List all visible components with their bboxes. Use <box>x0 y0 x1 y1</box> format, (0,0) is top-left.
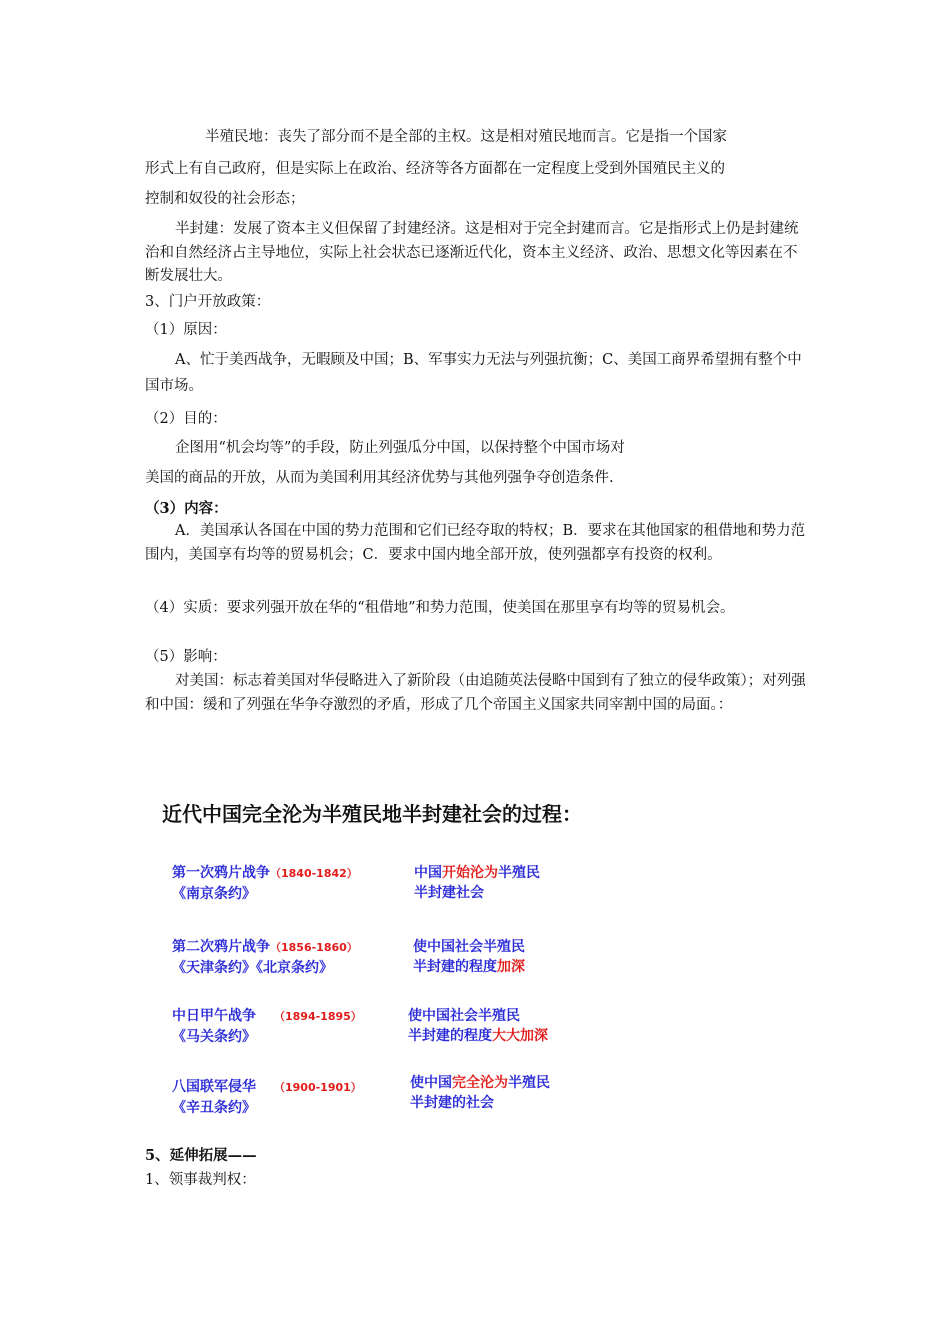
war-row-4 <box>172 1077 362 1118</box>
treaty: 《辛丑条约》 <box>172 1100 256 1116</box>
result-row-3 <box>408 1006 548 1046</box>
result-text: 使中国 <box>410 1075 452 1091</box>
result-highlight: 完全沦为 <box>452 1075 508 1091</box>
war-name: 第二次鸦片战争 <box>172 939 270 955</box>
war-row-1 <box>172 863 358 904</box>
result-text: 使中国社会半殖民 <box>413 939 525 955</box>
war-name: 第一次鸦片战争 <box>172 865 270 881</box>
war-name: 八国联军侵华 <box>172 1079 256 1095</box>
purpose-label: （2）目的： <box>145 411 227 427</box>
treaty: 《马关条约》 <box>172 1029 256 1045</box>
war-years: （1894-1895） <box>274 1010 362 1023</box>
impact-text: 对美国：标志着美国对华侵略进入了新阶段（由追随英法侵略中国到有了独立的侵华政策）；对列强和中国：缓和了列强在华争夺激烈的矛盾，形成了几个帝国主义国家共同宰割中国的局面。： <box>145 673 806 713</box>
war-name: 中日甲午战争 <box>172 1008 256 1024</box>
content-text: A．美国承认各国在中国的势力范围和它们已经夺取的特权；B．要求在其他国家的租借地和势力范围内，美国享有均等的贸易机会；C．要求中国内地全部开放，使列强都享有投资的权利。 <box>145 523 806 563</box>
result-row-2 <box>413 937 525 977</box>
result-text: 半封建的社会 <box>410 1095 494 1111</box>
war-row-2 <box>172 937 358 978</box>
extend-item-1: 1、领事裁判权： <box>145 1172 256 1188</box>
result-text: 半殖民 <box>498 865 540 881</box>
war-years: （1840-1842） <box>270 867 358 880</box>
purpose-line-1: 企图用“机会均等”的手段，防止列强瓜分中国，以保持整个中国市场对 <box>175 440 625 456</box>
extend-heading: 5、延伸拓展—— <box>145 1147 257 1164</box>
figure-title: 近代中国完全沦为半殖民地半封建社会的过程： <box>162 802 582 826</box>
essence-text: （4）实质：要求列强开放在华的“租借地”和势力范围，使美国在那里享有均等的贸易机会。 <box>145 600 735 616</box>
result-row-1 <box>414 863 540 903</box>
treaty: 《南京条约》 <box>172 886 256 902</box>
content-label: （3）内容： <box>145 500 228 517</box>
semicolonial-line-3: 控制和奴役的社会形态； <box>145 191 305 207</box>
purpose-line-2: 美国的商品的开放，从而为美国利用其经济优势与其他列强争夺创造条件. <box>145 470 614 486</box>
result-highlight: 加深 <box>497 959 525 975</box>
result-text: 半封建的程度 <box>413 959 497 975</box>
war-row-3 <box>172 1006 362 1047</box>
cause-text: A、忙于美西战争，无暇顾及中国；B、军事实力无法与列强抗衡；C、美国工商界希望拥有整个中国市场。 <box>145 352 802 394</box>
result-text: 半殖民 <box>508 1075 550 1091</box>
war-years: （1856-1860） <box>270 941 358 954</box>
impact-label: （5）影响： <box>145 649 227 665</box>
war-years: （1900-1901） <box>274 1081 362 1094</box>
result-highlight: 开始沦为 <box>442 865 498 881</box>
result-text: 使中国社会半殖民 <box>408 1008 520 1024</box>
result-text: 半封建社会 <box>414 885 484 901</box>
semicolonial-line-1: 半殖民地：丧失了部分而不是全部的主权。这是相对殖民地而言。它是指一个国家 <box>205 129 727 145</box>
semifeudal-paragraph: 半封建：发展了资本主义但保留了封建经济。这是相对于完全封建而言。它是指形式上仍是封建统治和自然经济占主导地位，实际上社会状态已逐渐近代化，资本主义经济、政治、思想文化等因素在不断发展壮大。 <box>145 221 799 284</box>
result-highlight: 大大加深 <box>492 1028 548 1044</box>
result-text: 半封建的程度 <box>408 1028 492 1044</box>
semicolonial-line-2: 形式上有自己政府，但是实际上在政治、经济等各方面都在一定程度上受到外国殖民主义的 <box>145 161 725 177</box>
result-text: 中国 <box>414 865 442 881</box>
cause-label: （1）原因： <box>145 322 227 338</box>
result-row-4 <box>410 1073 550 1113</box>
treaty: 《天津条约》《北京条约》 <box>172 960 333 976</box>
open-door-heading: 3、门户开放政策： <box>145 294 271 310</box>
